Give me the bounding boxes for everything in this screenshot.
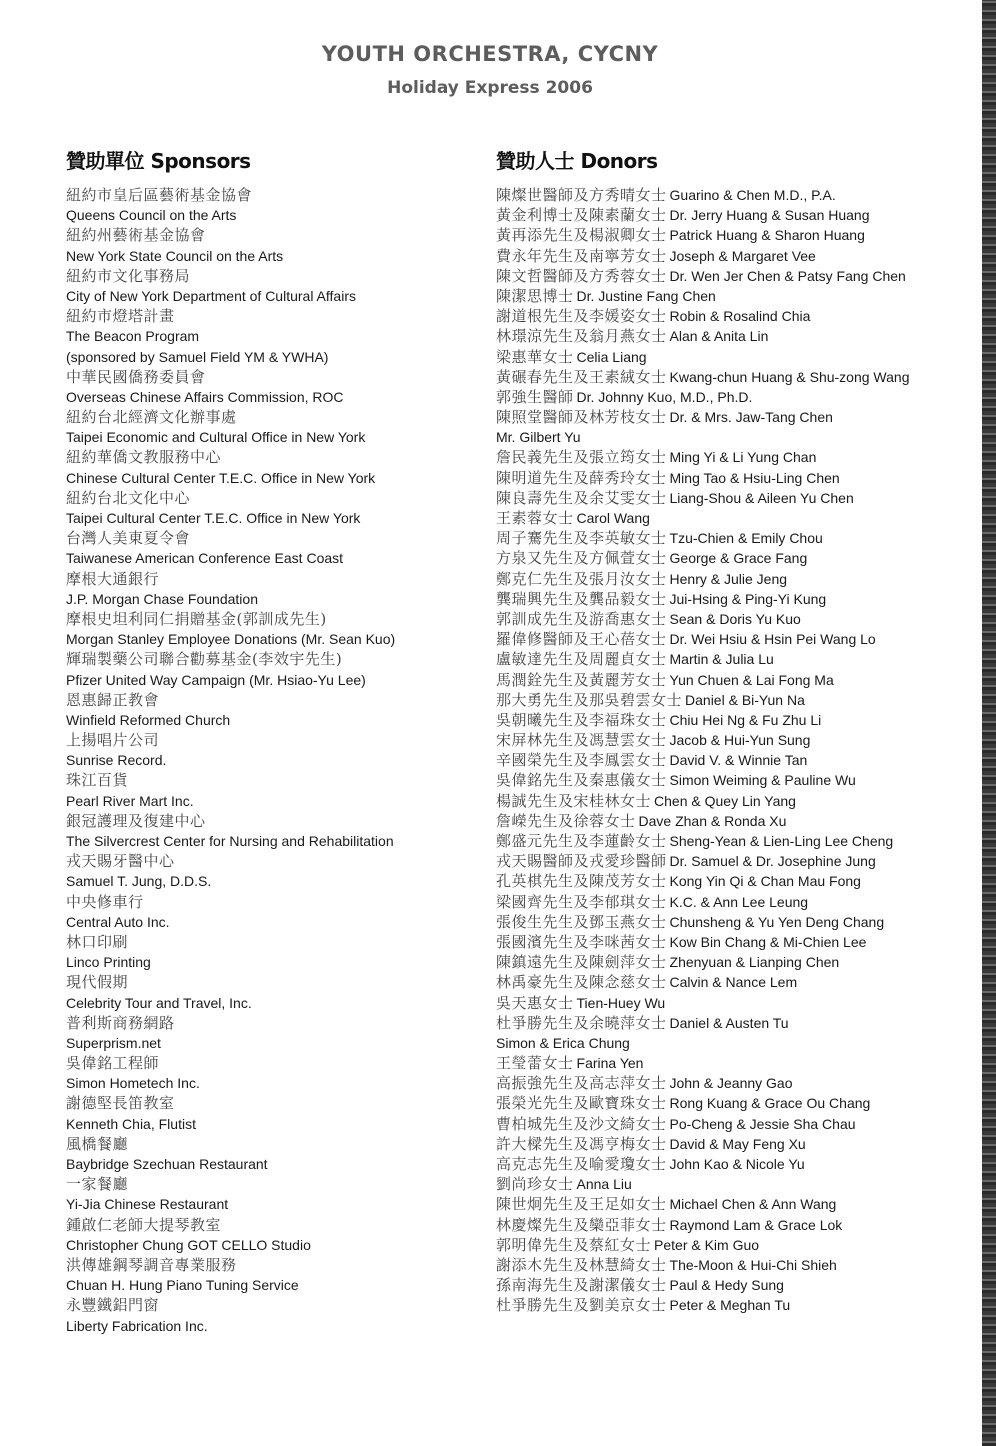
sponsor-line-chinese-name: 謝德堅長笛教室 [66, 1094, 175, 1113]
donor-line [496, 548, 946, 568]
sponsor-line [66, 266, 466, 286]
donor-line-chinese-name: 鄭克仁先生及張月汝女士 [496, 569, 667, 588]
sponsor-line [66, 1013, 466, 1033]
sponsor-line [66, 892, 466, 912]
donor-line-english-name: Kow Bin Chang & Mi-Chien Lee [669, 933, 867, 950]
sponsor-line [66, 468, 466, 488]
sponsor-line-chinese-name: 銀冠護理及復建中心 [66, 811, 206, 830]
sponsor-line-english-name: Christopher Chung GOT CELLO Studio [66, 1236, 311, 1253]
donor-line-english-name: The-Moon & Hui-Chi Shieh [669, 1256, 837, 1273]
sponsor-line [66, 912, 466, 932]
donor-line [496, 569, 946, 589]
donor-line-chinese-name: 費永年先生及南寧芳女士 [496, 246, 667, 265]
donor-line-chinese-name: 陳明道先生及薛秀玲女士 [496, 468, 667, 487]
donor-line [496, 1073, 946, 1093]
donor-line-chinese-name: 陳良壽先生及余艾雯女士 [496, 488, 667, 507]
sponsor-line-chinese-name: 戎天賜牙醫中心 [66, 852, 175, 871]
donor-line-chinese-name: 劉尚珍女士 [496, 1175, 574, 1194]
donor-line [496, 225, 946, 245]
sponsor-line-chinese-name: 中華民國僑務委員會 [66, 367, 206, 386]
sponsor-line [66, 569, 466, 589]
donor-line-english-name: Patrick Huang & Sharon Huang [669, 227, 865, 244]
donor-line [496, 770, 946, 790]
donor-line-english-name: Ming Tao & Hsiu-Ling Chen [669, 469, 840, 486]
donor-line-english-name: Simon Weiming & Pauline Wu [669, 772, 856, 789]
donor-line-english-name: Dave Zhan & Ronda Xu [638, 812, 787, 829]
donor-line [496, 367, 946, 387]
sponsor-line [66, 185, 466, 205]
donor-line-chinese-name: 謝道根先生及李媛姿女士 [496, 307, 667, 326]
sponsor-line-english-name: City of New York Department of Cultural Affairs [66, 287, 356, 304]
donor-line [496, 1134, 946, 1154]
sponsor-line-chinese-name: 台灣人美東夏令會 [66, 529, 191, 548]
donor-line [496, 993, 946, 1013]
sponsor-line [66, 1033, 466, 1053]
donor-line-english-name: Paul & Hedy Sung [669, 1277, 784, 1294]
donor-line-english-name: Jacob & Hui-Yun Sung [669, 732, 811, 749]
page-subtitle: Holiday Express 2006 [387, 78, 593, 98]
sponsor-line [66, 548, 466, 568]
sponsor-line-english-name: Superprism.net [66, 1034, 161, 1051]
sponsor-line [66, 730, 466, 750]
sponsor-line-english-name: (sponsored by Samuel Field YM & YWHA) [66, 348, 329, 365]
sponsor-line-chinese-name: 紐約華僑文教服務中心 [66, 448, 222, 467]
sponsor-line [66, 225, 466, 245]
donor-line-english-name: Guarino & Chen M.D., P.A. [669, 187, 836, 203]
donor-line-chinese-name: 郭明偉先生及蔡紅女士 [496, 1235, 652, 1254]
sponsor-line [66, 1053, 466, 1073]
sponsor-line-english-name: Linco Printing [66, 954, 151, 971]
donor-line-english-name: Farina Yen [576, 1055, 644, 1072]
donor-line-chinese-name: 張榮光先生及歐寶珠女士 [496, 1094, 667, 1113]
donor-line [496, 1174, 946, 1194]
donor-line [496, 407, 946, 427]
donor-line [496, 932, 946, 952]
donor-line-english-name: Dr. Jerry Huang & Susan Huang [669, 207, 870, 224]
donor-line-chinese-name: 林禹豪先生及陳念慈女士 [496, 973, 667, 992]
donor-line-chinese-name: 詹民義先生及張立筠女士 [496, 448, 667, 467]
donor-line [496, 266, 946, 286]
donor-line [496, 791, 946, 811]
donor-line-english-name: Dr. Wei Hsiu & Hsin Pei Wang Lo [669, 631, 876, 648]
donor-line-english-name: Henry & Julie Jeng [669, 570, 788, 587]
donor-line-chinese-name: 郭訓成先生及游喬惠女士 [496, 609, 667, 628]
donor-line-english-name: Tien-Huey Wu [576, 994, 666, 1011]
sponsor-line-english-name: Chinese Cultural Center T.E.C. Office in New York [66, 469, 376, 486]
donor-line-english-name: Mr. Gilbert Yu [496, 429, 581, 446]
donor-line-english-name: Kwang-chun Huang & Shu-zong Wang [669, 368, 910, 385]
donor-line-chinese-name: 郭強生醫師 [496, 387, 574, 406]
sponsor-line-chinese-name: 摩根史坦利同仁捐贈基金(郭訓成先生) [66, 609, 327, 628]
donor-line-chinese-name: 黃再添先生及楊淑卿女士 [496, 226, 667, 245]
donor-line-chinese-name: 吳偉銘先生及秦惠儀女士 [496, 771, 667, 790]
sponsor-line [66, 427, 466, 447]
page-title: YOUTH ORCHESTRA, CYCNY [321, 42, 659, 66]
donor-line [496, 447, 946, 467]
donor-line-chinese-name: 曹柏城先生及沙文綺女士 [496, 1114, 667, 1133]
sponsor-line [66, 670, 466, 690]
donor-line [496, 1255, 946, 1275]
donor-line-chinese-name: 林慶燦先生及欒亞菲女士 [496, 1215, 667, 1234]
donor-line-chinese-name: 戎天賜醫師及戎愛珍醫師 [496, 852, 667, 871]
sponsor-line-english-name: Celebrity Tour and Travel, Inc. [66, 994, 252, 1011]
sponsor-line-chinese-name: 永豐鐵鋁門窗 [66, 1296, 160, 1315]
sponsor-line [66, 791, 466, 811]
sponsor-line [66, 246, 466, 266]
donor-line-chinese-name: 高克志先生及喻愛瓊女士 [496, 1155, 667, 1173]
donor-line-chinese-name: 方泉又先生及方佩萱女士 [496, 549, 667, 568]
donor-line [496, 1053, 946, 1073]
donor-line [496, 750, 946, 770]
sponsor-line-english-name: The Silvercrest Center for Nursing and Rehabilitation [66, 833, 394, 849]
sponsor-line-english-name: Samuel T. Jung, D.D.S. [66, 873, 212, 890]
donors-heading: 贊助人士 Donors [496, 149, 658, 173]
donor-line [496, 972, 946, 992]
sponsor-line [66, 871, 466, 891]
donor-line-chinese-name: 張國濱先生及李咪茜女士 [496, 932, 667, 951]
sponsor-line-english-name: Central Auto Inc. [66, 913, 170, 930]
donor-line-chinese-name: 龔瑞興先生及龔品毅女士 [496, 589, 667, 608]
sponsor-line [66, 205, 466, 225]
donor-line-chinese-name: 周子騫先生及李英敏女士 [496, 529, 667, 548]
sponsor-line [66, 528, 466, 548]
donor-line-chinese-name: 羅偉修醫師及王心蓓女士 [496, 630, 667, 649]
sponsor-line [66, 387, 466, 407]
sponsor-line-english-name: Taiwanese American Conference East Coast [66, 550, 344, 567]
donor-line [496, 811, 946, 831]
donor-line-english-name: Dr. Johnny Kuo, M.D., Ph.D. [576, 388, 753, 405]
donor-line-chinese-name: 孔英棋先生及陳茂芳女士 [496, 872, 667, 891]
donor-line [496, 670, 946, 690]
sponsor-line-chinese-name: 鍾啟仁老師大提琴教室 [66, 1215, 222, 1234]
sponsor-line [66, 1073, 466, 1093]
donor-line-english-name: Celia Liang [576, 348, 647, 365]
sponsor-line-english-name: Morgan Stanley Employee Donations (Mr. Sean Kuo) [66, 631, 396, 648]
sponsor-line [66, 831, 466, 851]
donor-line [496, 286, 946, 306]
sponsor-line [66, 1235, 466, 1255]
sponsor-line-chinese-name: 紐約市皇后區藝術基金協會 [66, 186, 253, 204]
donor-line-chinese-name: 杜爭勝先生及劉美京女士 [496, 1296, 667, 1315]
donor-line-chinese-name: 陳世炯先生及王足如女士 [496, 1195, 667, 1214]
donor-line-chinese-name: 林璟涼先生及翁月燕女士 [496, 327, 667, 346]
sponsor-line-english-name: The Beacon Program [66, 328, 200, 345]
sponsor-line-chinese-name: 上揚唱片公司 [66, 731, 160, 750]
donor-line-chinese-name: 謝添木先生及林慧綺女士 [496, 1255, 667, 1274]
donor-line [496, 710, 946, 730]
donor-line-chinese-name: 楊誠先生及宋桂林女士 [496, 791, 652, 810]
donor-line-chinese-name: 黃碾春先生及王素絨女士 [496, 367, 667, 386]
sponsor-line-chinese-name: 珠江百貨 [66, 771, 129, 790]
sponsor-line [66, 1295, 466, 1315]
sponsor-line-english-name: New York State Council on the Arts [66, 247, 284, 264]
donor-line [496, 629, 946, 649]
donor-line-chinese-name: 杜爭勝先生及余曉萍女士 [496, 1013, 667, 1032]
donor-line-chinese-name: 宋屏林先生及馮慧雲女士 [496, 731, 667, 750]
donor-line-chinese-name: 梁惠華女士 [496, 347, 574, 366]
donor-line [496, 1235, 946, 1255]
donor-line-chinese-name: 詹嶸先生及徐蓉女士 [496, 811, 636, 830]
sponsor-line-chinese-name: 紐約市燈塔計畫 [66, 307, 175, 326]
sponsor-line-english-name: Queens Council on the Arts [66, 207, 237, 224]
donor-line-english-name: Zhenyuan & Lianping Chen [669, 954, 840, 971]
donor-line [496, 185, 946, 205]
donor-line-english-name: Michael Chen & Ann Wang [669, 1196, 837, 1213]
donor-line-english-name: Dr. Justine Fang Chen [576, 287, 716, 304]
sponsor-line-english-name: Chuan H. Hung Piano Tuning Service [66, 1277, 299, 1294]
sponsor-line-chinese-name: 紐約台北經濟文化辦事處 [66, 408, 237, 427]
sponsor-line [66, 1154, 466, 1174]
donors-list [496, 185, 946, 1316]
donor-line [496, 912, 946, 932]
sponsor-line [66, 952, 466, 972]
donor-line-english-name: David & May Feng Xu [669, 1135, 806, 1152]
donor-line [496, 246, 946, 266]
donor-line-english-name: Dr. Wen Jer Chen & Patsy Fang Chen [669, 267, 906, 284]
donor-line-english-name: Peter & Meghan Tu [669, 1297, 791, 1314]
donor-line-english-name: Calvin & Nance Lem [669, 974, 798, 991]
donor-line-english-name: Tzu-Chien & Emily Chou [669, 530, 823, 547]
sponsor-line-chinese-name: 林口印刷 [66, 932, 129, 951]
donor-line-english-name: David V. & Winnie Tan [669, 752, 808, 769]
donors-column [496, 148, 946, 1316]
donor-line-english-name: Peter & Kim Guo [654, 1236, 760, 1253]
donor-line [496, 1194, 946, 1214]
sponsor-line [66, 488, 466, 508]
donor-line [496, 851, 946, 871]
donor-line-english-name: George & Grace Fang [669, 550, 808, 567]
sponsor-line-english-name: Taipei Cultural Center T.E.C. Office in New York [66, 510, 361, 526]
sponsor-line [66, 1194, 466, 1214]
donor-line-chinese-name: 盧敏達先生及周麗貞女士 [496, 650, 667, 669]
sponsor-line-chinese-name: 普利斯商務網路 [66, 1013, 175, 1032]
donor-line-english-name: Alan & Anita Lin [669, 328, 769, 345]
sponsor-line-english-name: J.P. Morgan Chase Foundation [66, 590, 258, 607]
donor-line [496, 609, 946, 629]
donor-line [496, 831, 946, 851]
donor-line-english-name: Yun Chuen & Lai Fong Ma [669, 671, 834, 688]
donor-line-english-name: Joseph & Margaret Vee [669, 247, 816, 264]
donor-line [496, 690, 946, 710]
donor-line [496, 347, 946, 367]
donor-line [496, 468, 946, 488]
sponsor-line [66, 1255, 466, 1275]
sponsor-line-chinese-name: 風橋餐廳 [66, 1134, 129, 1153]
donor-line-english-name: Po-Cheng & Jessie Sha Chau [669, 1115, 856, 1132]
sponsor-line [66, 609, 466, 629]
donor-line-english-name: Chen & Quey Lin Yang [654, 792, 796, 809]
sponsor-line-chinese-name: 洪傳雄鋼琴調音專業服務 [66, 1255, 237, 1274]
sponsor-line-english-name: Winfield Reformed Church [66, 711, 231, 728]
donor-line-chinese-name: 陳鎮遠先生及陳劍萍女士 [496, 953, 667, 972]
donor-line-chinese-name: 鄭盛元先生及李蓮齡女士 [496, 832, 667, 850]
donor-line-chinese-name: 孫南海先生及謝潔儀女士 [496, 1276, 667, 1295]
donor-line [496, 892, 946, 912]
donor-line-english-name: Robin & Rosalind Chia [669, 308, 811, 325]
sponsor-line [66, 1134, 466, 1154]
donor-line-chinese-name: 那大勇先生及那吳碧雲女士 [496, 690, 683, 709]
donor-line-english-name: Carol Wang [576, 510, 650, 526]
sponsor-line [66, 1114, 466, 1134]
donor-line [496, 1033, 946, 1053]
sponsor-line [66, 1215, 466, 1235]
sponsor-line-chinese-name: 紐約台北文化中心 [66, 488, 191, 507]
sponsors-column [66, 148, 466, 1336]
donor-line [496, 427, 946, 447]
sponsor-line-chinese-name: 摩根大通銀行 [66, 569, 160, 588]
donor-line-english-name: Liang-Shou & Aileen Yu Chen [669, 489, 854, 506]
donor-line [496, 1275, 946, 1295]
donor-line [496, 306, 946, 326]
sponsor-line-english-name: Overseas Chinese Affairs Commission, ROC [66, 388, 344, 405]
donor-line [496, 1114, 946, 1134]
donor-line-english-name: John & Jeanny Gao [669, 1075, 793, 1092]
donor-line-chinese-name: 陳燦世醫師及方秀晴女士 [496, 186, 667, 204]
sponsors-heading: 贊助單位 Sponsors [66, 149, 251, 173]
donor-line-chinese-name: 梁國齊先生及李郁琪女士 [496, 892, 667, 911]
donor-line-english-name: Daniel & Bi-Yun Na [685, 691, 805, 708]
sponsor-line-english-name: Simon Hometech Inc. [66, 1075, 200, 1092]
donor-line-chinese-name: 馬潤銓先生及黃麗芳女士 [496, 670, 667, 689]
donor-line-english-name: Anna Liu [576, 1176, 632, 1193]
donor-line-english-name: Jui-Hsing & Ping-Yi Kung [669, 590, 827, 607]
sponsor-line-chinese-name: 中央修車行 [66, 892, 144, 911]
donor-line-chinese-name: 王瑩蕾女士 [496, 1054, 574, 1073]
donor-line-english-name: Chunsheng & Yu Yen Deng Chang [669, 913, 885, 930]
donor-line-english-name: Martin & Julia Lu [669, 651, 774, 668]
donor-line [496, 730, 946, 750]
sponsor-line [66, 629, 466, 649]
sponsor-line [66, 972, 466, 992]
donor-line [496, 508, 946, 528]
sponsor-line-chinese-name: 輝瑞製藥公司聯合勸募基金(李效宇先生) [66, 650, 343, 669]
donor-line [496, 528, 946, 548]
sponsor-line-english-name: Baybridge Szechuan Restaurant [66, 1156, 268, 1172]
donor-line-chinese-name: 吳朝曦先生及李福珠女士 [496, 710, 667, 729]
sponsor-line-english-name: Pearl River Mart Inc. [66, 792, 194, 809]
sponsor-line-english-name: Liberty Fabrication Inc. [66, 1317, 208, 1334]
donor-line [496, 205, 946, 225]
sponsor-line-chinese-name: 現代假期 [66, 973, 129, 992]
sponsor-line [66, 367, 466, 387]
sponsor-line [66, 286, 466, 306]
sponsor-line [66, 932, 466, 952]
sponsor-line [66, 993, 466, 1013]
sponsor-line [66, 1316, 466, 1336]
sponsor-line [66, 407, 466, 427]
donor-line [496, 589, 946, 609]
donor-line-english-name: Sean & Doris Yu Kuo [669, 610, 801, 627]
sponsor-line-chinese-name: 紐約州藝術基金協會 [66, 226, 206, 245]
donor-line [496, 488, 946, 508]
sponsor-line [66, 1093, 466, 1113]
sponsor-line [66, 447, 466, 467]
sponsor-line-english-name: Sunrise Record. [66, 752, 167, 769]
sponsor-line [66, 750, 466, 770]
sponsor-line [66, 811, 466, 831]
donor-line-chinese-name: 黃金利博士及陳素蘭女士 [496, 206, 667, 225]
donor-line-english-name: Raymond Lam & Grace Lok [669, 1216, 843, 1233]
sponsor-line [66, 347, 466, 367]
donor-line-english-name: Sheng-Yean & Lien-Ling Lee Cheng [669, 833, 894, 849]
donor-line-english-name: Rong Kuang & Grace Ou Chang [669, 1095, 871, 1112]
donor-line [496, 1154, 946, 1174]
donor-line [496, 871, 946, 891]
donor-line-english-name: Daniel & Austen Tu [669, 1014, 789, 1031]
donor-line [496, 326, 946, 346]
sponsor-line-chinese-name: 恩惠歸正教會 [66, 690, 160, 709]
sponsor-line-english-name: Pfizer United Way Campaign (Mr. Hsiao-Yu Lee) [66, 671, 366, 688]
donor-line-chinese-name: 王素蓉女士 [496, 509, 574, 527]
donor-line-chinese-name: 陳文哲醫師及方秀蓉女士 [496, 266, 667, 285]
sponsor-line [66, 1275, 466, 1295]
donor-line-chinese-name: 辛國榮先生及李鳳雲女士 [496, 751, 667, 770]
sponsor-line-chinese-name: 紐約市文化事務局 [66, 266, 191, 285]
sponsor-line [66, 1174, 466, 1194]
sponsors-list [66, 185, 466, 1336]
sponsor-line [66, 649, 466, 669]
donor-line-english-name: Chiu Hei Ng & Fu Zhu Li [669, 711, 822, 728]
sponsor-line [66, 690, 466, 710]
sponsor-line [66, 589, 466, 609]
donor-line [496, 1013, 946, 1033]
donor-line-chinese-name: 高振強先生及高志萍女士 [496, 1074, 667, 1093]
sponsor-line-english-name: Yi-Jia Chinese Restaurant [66, 1196, 229, 1213]
donor-line-english-name: Simon & Erica Chung [496, 1034, 630, 1051]
donor-line-english-name: Ming Yi & Li Yung Chan [669, 449, 817, 466]
sponsor-line [66, 508, 466, 528]
donor-line [496, 387, 946, 407]
donor-line [496, 1295, 946, 1315]
donor-line-english-name: Dr. & Mrs. Jaw-Tang Chen [669, 409, 833, 426]
sponsor-line [66, 306, 466, 326]
sponsor-line [66, 851, 466, 871]
sponsor-line [66, 710, 466, 730]
donor-line [496, 1215, 946, 1235]
sponsor-line [66, 326, 466, 346]
donor-line [496, 649, 946, 669]
sponsor-line [66, 770, 466, 790]
donor-line-chinese-name: 許大樑先生及馮亨梅女士 [496, 1134, 667, 1153]
donor-line-english-name: Dr. Samuel & Dr. Josephine Jung [669, 853, 876, 870]
donor-line [496, 1093, 946, 1113]
donor-line [496, 952, 946, 972]
sponsor-line-english-name: Kenneth Chia, Flutist [66, 1115, 196, 1132]
donor-line-chinese-name: 陳潔思博士 [496, 286, 574, 305]
donor-line-chinese-name: 吳天惠女士 [496, 993, 574, 1012]
donor-line-chinese-name: 陳照堂醫師及林芳枝女士 [496, 408, 667, 427]
donor-line-english-name: Kong Yin Qi & Chan Mau Fong [669, 873, 861, 890]
scan-edge-strip [982, 0, 996, 1446]
donor-line-english-name: K.C. & Ann Lee Leung [669, 893, 809, 910]
sponsor-line-chinese-name: 一家餐廳 [66, 1175, 129, 1194]
donor-line-english-name: John Kao & Nicole Yu [669, 1156, 805, 1172]
donor-line-chinese-name: 張俊生先生及鄧玉燕女士 [496, 912, 667, 931]
sponsor-line-english-name: Taipei Economic and Cultural Office in New York [66, 429, 366, 446]
sponsor-line-chinese-name: 吳偉銘工程師 [66, 1054, 160, 1073]
